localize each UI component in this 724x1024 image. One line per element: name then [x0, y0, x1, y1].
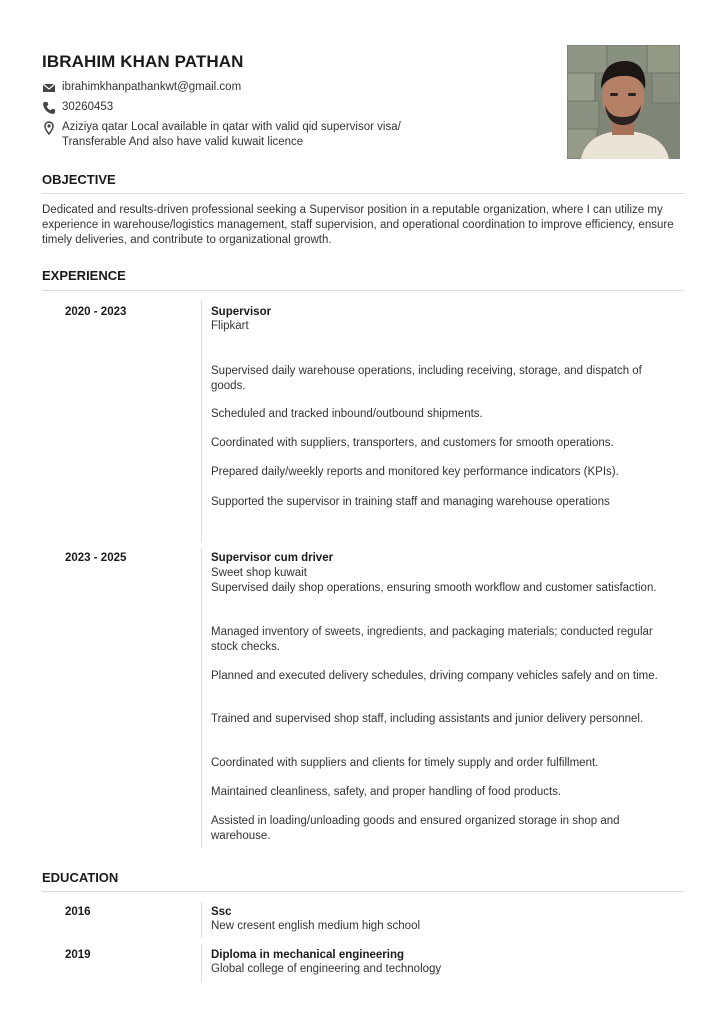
job-duty: Coordinated with suppliers, transporters, and customers for smooth operations. — [211, 437, 614, 449]
job-duty: Managed inventory of sweets, ingredients, and packaging materials; conducted regular stock checks. — [211, 626, 653, 653]
contact-phone — [42, 100, 113, 115]
job-duty: Supervised daily shop operations, ensuring smooth workflow and customer satisfaction. — [211, 582, 657, 594]
job-title: Supervisor cum driver — [211, 552, 334, 564]
candidate-name: IBRAHIM KHAN PATHAN — [42, 52, 244, 71]
job-title: Supervisor — [211, 306, 272, 318]
timeline-line — [201, 548, 202, 848]
education-school: New cresent english medium high school — [211, 920, 421, 932]
education-divider — [42, 891, 684, 892]
job-dates: 2020 - 2023 — [65, 306, 127, 318]
education-degree: Diploma in mechanical engineering — [211, 949, 404, 961]
job-duty: Coordinated with suppliers and clients for timely supply and order fulfillment. — [211, 757, 599, 769]
job-company: Flipkart — [211, 320, 249, 332]
location-icon — [42, 121, 56, 135]
experience-heading: EXPERIENCE — [42, 268, 126, 283]
address-text — [62, 120, 401, 150]
education-year: 2016 — [65, 906, 91, 918]
education-degree: Ssc — [211, 906, 232, 918]
contact-address — [42, 120, 401, 150]
job-duty: Scheduled and tracked inbound/outbound shipments. — [211, 408, 483, 420]
phone-text[interactable]: 30260453 — [62, 101, 114, 113]
timeline-line — [201, 944, 202, 982]
phone-icon — [42, 101, 56, 115]
profile-photo — [567, 45, 680, 159]
address-line-2: Transferable And also have valid kuwait licence — [62, 136, 304, 148]
objective-heading: OBJECTIVE — [42, 172, 116, 187]
job-duty: Supported the supervisor in training staff and managing warehouse operations — [211, 496, 610, 508]
education-heading: EDUCATION — [42, 870, 119, 885]
education-year: 2019 — [65, 949, 91, 961]
timeline-line — [201, 902, 202, 938]
objective-divider — [42, 193, 684, 194]
address-line-1: Aziziya qatar Local available in qatar with valid qid supervisor visa/ — [62, 121, 401, 133]
job-dates: 2023 - 2025 — [65, 552, 127, 564]
timeline-line — [201, 300, 202, 542]
job-duty: Maintained cleanliness, safety, and proper handling of food products. — [211, 786, 562, 798]
job-duty: Trained and supervised shop staff, including assistants and junior delivery personnel. — [211, 713, 644, 725]
objective-text: Dedicated and results-driven professional seeking a Supervisor position in a reputable organization, where I can utilize my experience in warehouse/logistics management, staff supervision, and operational coordination to improve efficiency, ensure timely deliveries, and contribute to organizational growth. — [42, 204, 674, 246]
job-duty: Prepared daily/weekly reports and monitored key performance indicators (KPIs). — [211, 466, 619, 478]
job-company: Sweet shop kuwait — [211, 567, 307, 579]
education-school: Global college of engineering and technology — [211, 963, 442, 975]
job-duty: Assisted in loading/unloading goods and ensured organized storage in shop and warehouse. — [211, 815, 620, 842]
email-text[interactable]: ibrahimkhanpathankwt@gmail.com — [62, 81, 242, 93]
job-duty: Planned and executed delivery schedules, driving company vehicles safely and on time. — [211, 670, 658, 682]
contact-email — [42, 80, 241, 95]
job-duty: Supervised daily warehouse operations, including receiving, storage, and dispatch of goods. — [211, 365, 642, 392]
experience-divider — [42, 290, 684, 291]
email-icon — [42, 81, 56, 95]
